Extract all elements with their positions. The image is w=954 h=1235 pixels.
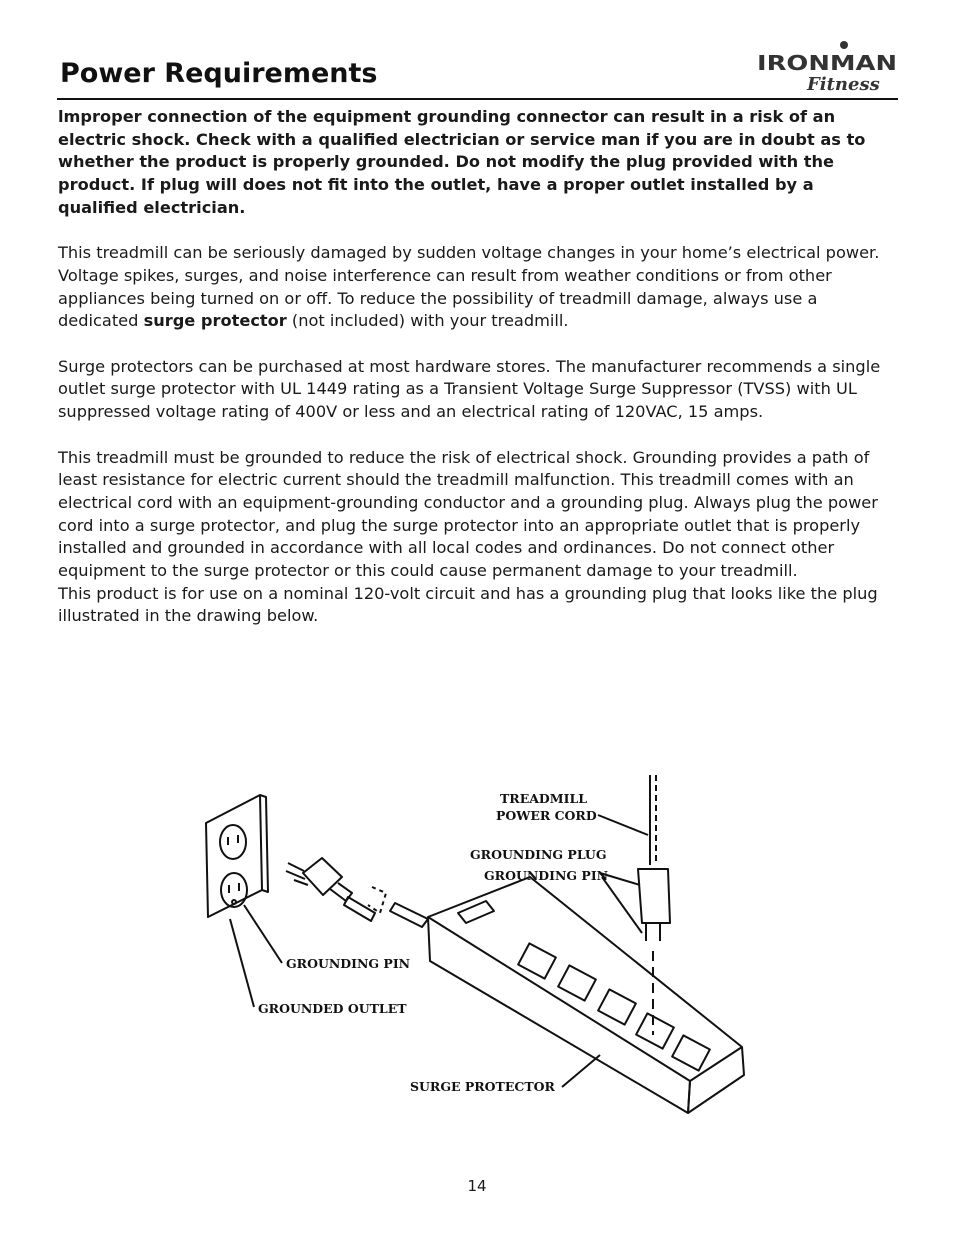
surge-protector-strip xyxy=(428,877,742,1081)
surge-protector-emphasis: surge protector xyxy=(143,311,287,331)
label-treadmill-power-cord-2: POWER CORD xyxy=(496,808,597,823)
label-treadmill-power-cord-1: TREADMILL xyxy=(500,791,588,806)
label-grounded-outlet: GROUNDED OUTLET xyxy=(258,1001,407,1016)
warning-paragraph: lmproper connection of the equipment grounding connector can result in a risk of an electric shock. Check with a qualified electrician or service man if you are in doubt as to whether the product is properly grounded. Do not modify the plug provided with the product. If plug will does not fit into the outlet, have a proper outlet installed by a qualified electrician. xyxy=(58,107,866,217)
grounding-paragraph: This treadmill must be grounded to reduce the risk of electrical shock. Grounding provides a path of least resistance for electric current should the treadmill malfunction. This treadmill comes with an electrical cord with an equipment-grounding conductor and a grounding plug. Always plug the power cord into a surge protector, and plug the surge protector into an appropriate outlet that is properly installed and grounded in accordance with all local codes and ordinances. Do not connect other equipment to the surge protector or this could cause permanent damage to your treadmill. xyxy=(58,447,878,581)
label-grounding-plug: GROUNDING PLUG xyxy=(470,847,607,862)
surge-protector-paragraph: Surge protectors can be purchased at most hardware stores. The manufacturer recommends a single outlet surge protector with UL 1449 rating as a Transient Voltage Surge Suppressor (TVSS) with UL suppressed voltage rating of 400V or less and an electrical rating of 120VAC, 15 amps. xyxy=(58,356,881,422)
label-grounding-pin-left: GROUNDING PIN xyxy=(286,956,411,971)
page-number: 14 xyxy=(467,1177,487,1195)
document-body xyxy=(58,106,898,628)
label-grounding-pin-right: GROUNDING PIN xyxy=(484,868,609,883)
surge-protector-diagram xyxy=(190,765,760,1125)
treadmill-plug xyxy=(638,869,670,923)
page-title: Power Requirements xyxy=(60,58,378,89)
label-surge-protector: SURGE PROTECTOR xyxy=(410,1079,555,1094)
wall-outlet-plate xyxy=(206,795,262,917)
ironman-fitness-logo xyxy=(755,40,900,95)
left-plug xyxy=(303,858,342,895)
circuit-paragraph: This product is for use on a nominal 120-volt circuit and has a grounding plug that looks like the plug illustrated in the drawing below. xyxy=(58,583,878,626)
title-divider xyxy=(57,98,898,100)
svg-text:IRONMAN: IRONMAN xyxy=(757,51,897,75)
svg-text:Fitness: Fitness xyxy=(807,74,880,95)
voltage-paragraph: This treadmill can be seriously damaged by sudden voltage changes in your home’s electrical power. Voltage spikes, surges, and noise interference can result from weather conditions or from other appliances being turned on or off. To reduce the possibility of treadmill damage, always use a dedicated surge protector (not included) with your treadmill. xyxy=(58,243,880,331)
